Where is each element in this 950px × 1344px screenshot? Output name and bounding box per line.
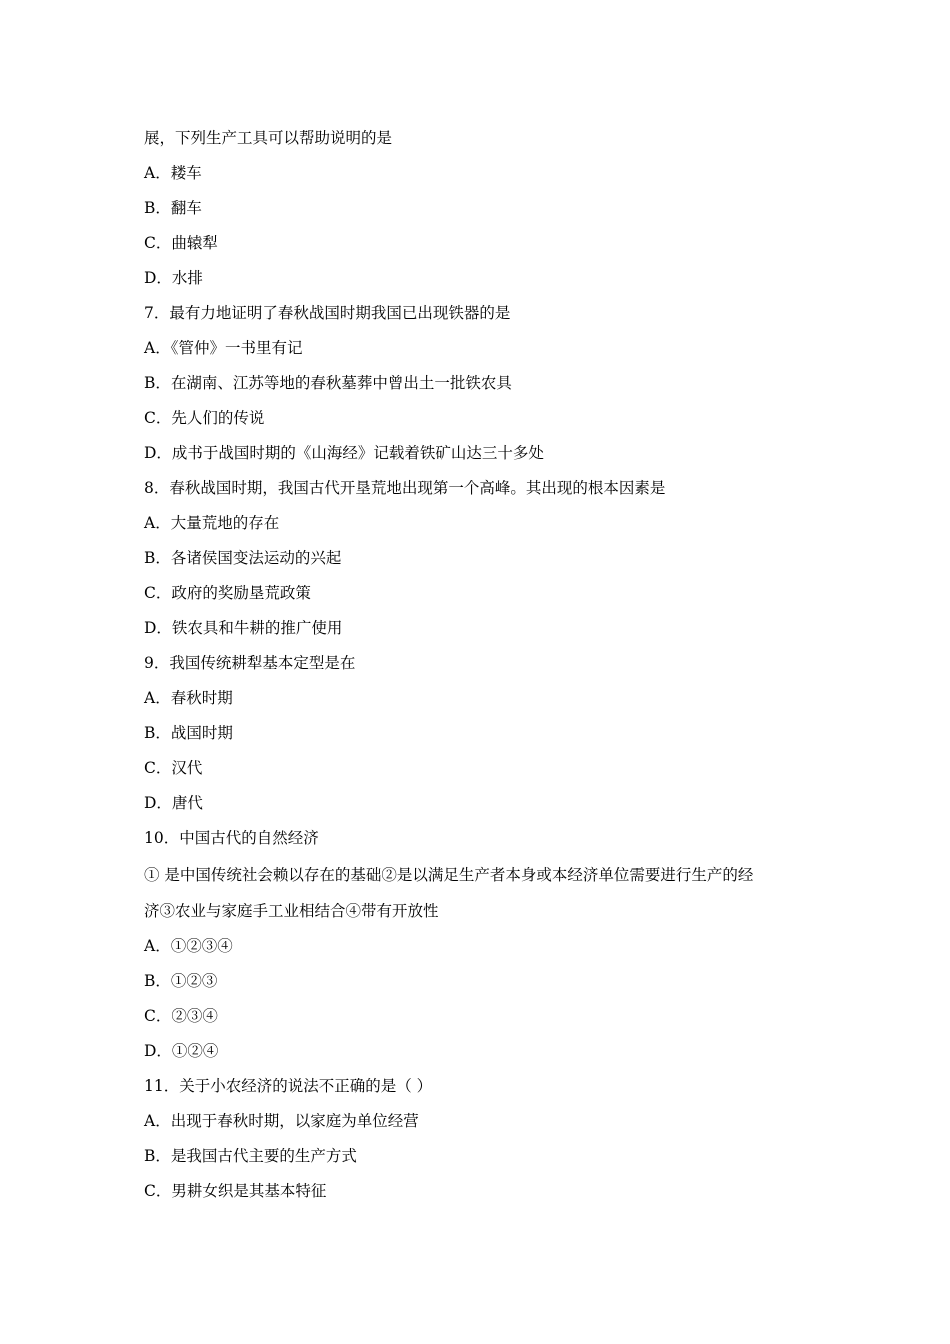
option-line: A．耧车 [144,164,202,182]
option-line: D．①②④ [144,1042,219,1060]
option-line: A．春秋时期 [144,689,233,707]
option-line: C．②③④ [144,1007,218,1025]
option-line: B．是我国古代主要的生产方式 [144,1147,357,1165]
option-line: D．水排 [144,269,203,287]
option-line: D．唐代 [144,794,203,812]
option-line: C．男耕女织是其基本特征 [144,1182,327,1200]
option-line: B．①②③ [144,972,218,990]
option-line: A．出现于春秋时期，以家庭为单位经营 [144,1112,419,1130]
statement-line: ① 是中国传统社会赖以存在的基础②是以满足生产者本身或本经济单位需要进行生产的经 [144,866,754,884]
option-line: A．大量荒地的存在 [144,514,280,532]
option-line: C．先人们的传说 [144,409,265,427]
option-line: C．汉代 [144,759,203,777]
question-line: 11．关于小农经济的说法不正确的是（ ） [144,1077,433,1095]
option-line: B．各诸侯国变法运动的兴起 [144,549,342,567]
option-line: C．曲辕犁 [144,234,218,252]
option-line: A．①②③④ [144,937,233,955]
text-line: 展，下列生产工具可以帮助说明的是 [144,129,393,147]
question-line: 8．春秋战国时期，我国古代开垦荒地出现第一个高峰。其出现的根本因素是 [144,479,666,497]
option-line: B．翻车 [144,199,202,217]
option-line: B．在湖南、江苏等地的春秋墓葬中曾出土一批铁农具 [144,374,512,392]
question-line: 9．我国传统耕犁基本定型是在 [144,654,356,672]
option-line: C．政府的奖励垦荒政策 [144,584,311,602]
option-line: B．战国时期 [144,724,233,742]
question-line: 7．最有力地证明了春秋战国时期我国已出现铁器的是 [144,304,511,322]
option-line: D．铁农具和牛耕的推广使用 [144,619,343,637]
option-line: D．成书于战国时期的《山海经》记载着铁矿山达三十多处 [144,444,544,462]
statement-line: 济③农业与家庭手工业相结合④带有开放性 [144,902,439,920]
question-line: 10．中国古代的自然经济 [144,829,319,847]
option-line: A．《管仲》一书里有记 [144,339,303,357]
